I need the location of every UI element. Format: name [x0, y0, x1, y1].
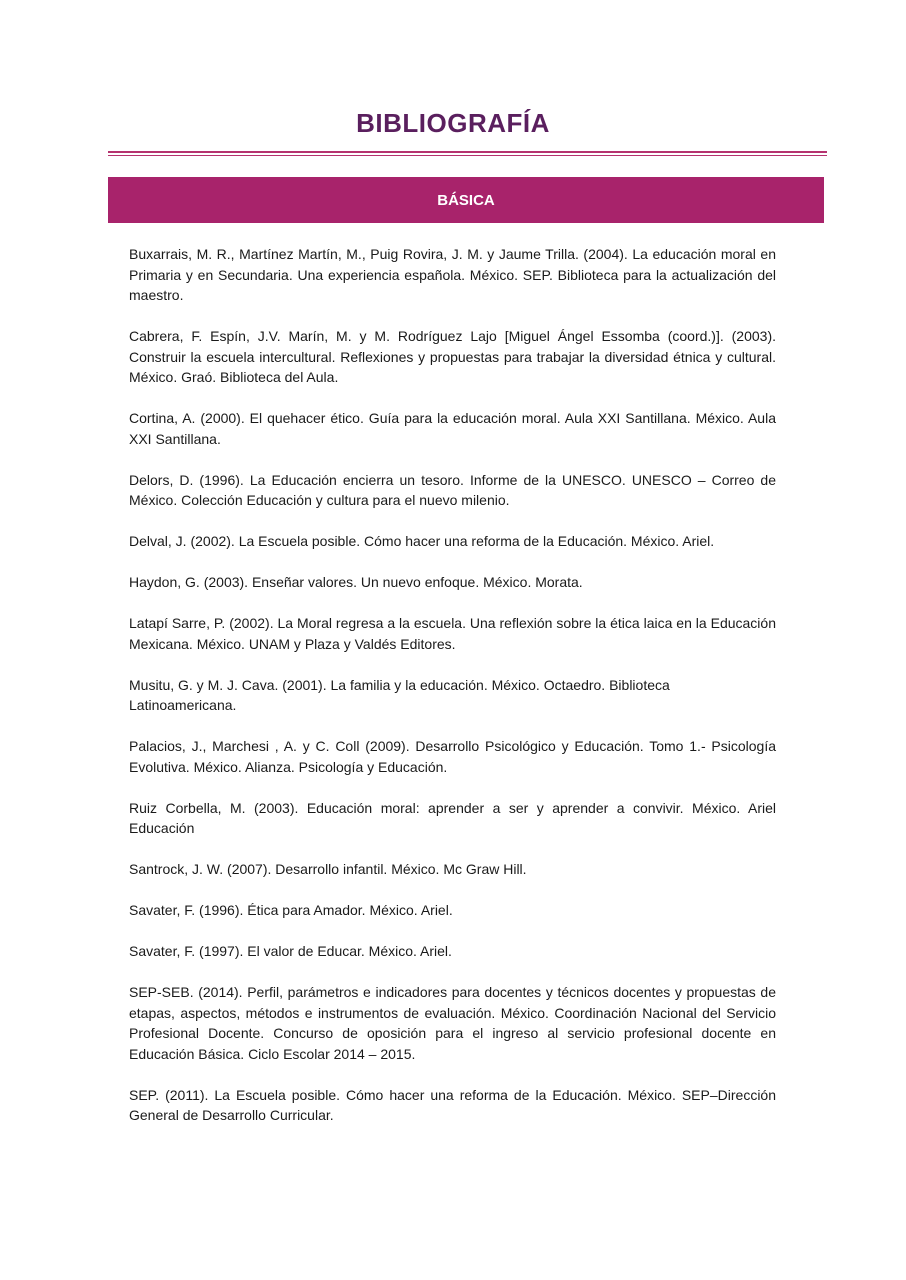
title-underline-thick: [108, 151, 827, 153]
page-title: BIBLIOGRAFÍA: [356, 108, 550, 138]
reference-list: [129, 244, 776, 1146]
reference-item: Latapí Sarre, P. (2002). La Moral regresa a la escuela. Una reflexión sobre la ética laica en la Educación Mexicana. México. UNAM y Plaza y Valdés Editores.: [129, 615, 776, 652]
section-header-label: BÁSICA: [437, 191, 495, 209]
section-header-basica: [108, 177, 824, 223]
reference-item: Santrock, J. W. (2007). Desarrollo infantil. México. Mc Graw Hill.: [129, 861, 527, 877]
reference-item: Cortina, A. (2000). El quehacer ético. Guía para la educación moral. Aula XXI Santillana. México. Aula XXI Santillana.: [129, 410, 776, 447]
reference-item: Delval, J. (2002). La Escuela posible. Cómo hacer una reforma de la Educación. México. Ariel.: [129, 533, 715, 549]
reference-item: Cabrera, F. Espín, J.V. Marín, M. y M. Rodríguez Lajo [Miguel Ángel Essomba (coord.)]. (2003). Construir la escuela intercultural. Reflexiones y propuestas para trabajar la diversidad étnica y cultural. México. Graó. Biblioteca del Aula.: [129, 328, 776, 385]
reference-item: Ruiz Corbella, M. (2003). Educación moral: aprender a ser y aprender a convivir. México. Ariel Educación: [129, 799, 776, 836]
reference-item: SEP. (2011). La Escuela posible. Cómo hacer una reforma de la Educación. México. SEP–Dirección General de Desarrollo Curricular.: [129, 1086, 776, 1123]
title-underline-thin: [108, 155, 827, 156]
reference-item: SEP-SEB. (2014). Perfil, parámetros e indicadores para docentes y técnicos docentes y propuestas de etapas, aspectos, métodos e instrumentos de evaluación. México. Coordinación Nacional del Servicio Profesional Docente. Concurso de oposición para el ingreso al servicio profesional docente en Educación Básica. Ciclo Escolar 2014 – 2015.: [129, 984, 776, 1062]
reference-item: Buxarrais, M. R., Martínez Martín, M., Puig Rovira, J. M. y Jaume Trilla. (2004). La educación moral en Primaria y en Secundaria. Una experiencia española. México. SEP. Biblioteca para la actualización del maestro.: [129, 246, 776, 303]
reference-item: Palacios, J., Marchesi , A. y C. Coll (2009). Desarrollo Psicológico y Educación. Tomo 1.- Psicología Evolutiva. México. Alianza. Psicología y Educación.: [129, 738, 776, 775]
reference-item: Delors, D. (1996). La Educación encierra un tesoro. Informe de la UNESCO. UNESCO – Correo de México. Colección Educación y cultura para el nuevo milenio.: [129, 471, 776, 508]
reference-item: Savater, F. (1996). Ética para Amador. México. Ariel.: [129, 902, 453, 918]
reference-item: Savater, F. (1997). El valor de Educar. México. Ariel.: [129, 943, 452, 959]
reference-item: Musitu, G. y M. J. Cava. (2001). La familia y la educación. México. Octaedro. Biblioteca Latinoamericana.: [129, 676, 670, 713]
reference-item: Haydon, G. (2003). Enseñar valores. Un nuevo enfoque. México. Morata.: [129, 574, 583, 590]
